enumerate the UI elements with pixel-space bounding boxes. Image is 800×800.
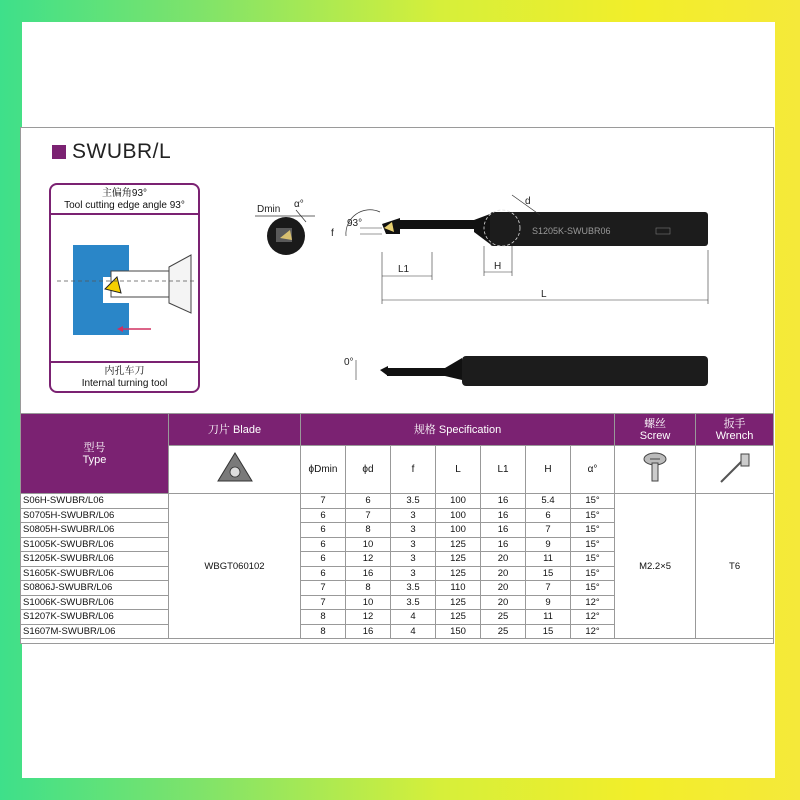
- spec-header: 规格 Specification: [301, 414, 615, 446]
- screw-image-cell: [615, 446, 696, 494]
- spec-cell-f: 3.5: [391, 581, 436, 596]
- spec-cell-dmin: 7: [301, 494, 346, 509]
- screw-value-cell: M2.2×5: [615, 494, 696, 639]
- spec-cell-dmin: 6: [301, 537, 346, 552]
- spec-cell-h: 11: [526, 552, 571, 567]
- alpha-label: α°: [294, 199, 304, 210]
- spec-cell-l: 125: [436, 595, 481, 610]
- dmin-label: Dmin: [257, 204, 281, 215]
- spec-cell-f: 4: [391, 624, 436, 639]
- spec-cell-f: 3: [391, 508, 436, 523]
- spec-cell-l1: 20: [481, 552, 526, 567]
- wrench-header-cn: 扳手: [723, 417, 746, 430]
- spec-cell-l: 125: [436, 552, 481, 567]
- blade-header: 刀片 Blade: [169, 414, 301, 446]
- blade-value-cell: WBGT060102: [169, 494, 301, 639]
- spec-cell-f: 3.5: [391, 494, 436, 509]
- table-row: [21, 494, 774, 509]
- spec-cell-d: 10: [346, 595, 391, 610]
- spec-cell-f: 3: [391, 537, 436, 552]
- spec-cell-dmin: 6: [301, 566, 346, 581]
- spec-cell-a: 15°: [571, 566, 615, 581]
- spec-cell-d: 8: [346, 523, 391, 538]
- spec-cell-l: 125: [436, 537, 481, 552]
- spec-cell-f: 4: [391, 610, 436, 625]
- type-cell: S0805H-SWUBR/L06: [21, 523, 169, 538]
- callout-header: [51, 185, 198, 215]
- wrench-header: [696, 414, 774, 446]
- wrench-header-en: Wrench: [715, 429, 754, 442]
- type-cell: S06H-SWUBR/L06: [21, 494, 169, 509]
- callout-header-en: Tool cutting edge angle 93°: [64, 200, 185, 211]
- spec-cell-d: 8: [346, 581, 391, 596]
- type-cell: S0806J-SWUBR/L06: [21, 581, 169, 596]
- spec-cell-h: 5.4: [526, 494, 571, 509]
- col-h: H: [526, 446, 571, 494]
- spec-cell-d: 7: [346, 508, 391, 523]
- spec-cell-l1: 16: [481, 537, 526, 552]
- spec-cell-l1: 16: [481, 523, 526, 538]
- bottom-view: [344, 356, 708, 386]
- spec-cell-l: 100: [436, 494, 481, 509]
- l-label: L: [541, 289, 547, 300]
- callout-footer-cn: 内孔车刀: [104, 366, 145, 377]
- col-alpha: α°: [571, 446, 615, 494]
- col-l: L: [436, 446, 481, 494]
- spec-cell-l1: 25: [481, 610, 526, 625]
- type-header: [21, 414, 169, 494]
- spec-cell-l: 110: [436, 581, 481, 596]
- spec-cell-dmin: 6: [301, 508, 346, 523]
- type-header-en: Type: [82, 453, 107, 466]
- callout-footer-en: Internal turning tool: [81, 378, 168, 389]
- type-cell: S1006K-SWUBR/L06: [21, 595, 169, 610]
- spec-cell-a: 15°: [571, 552, 615, 567]
- spec-cell-dmin: 8: [301, 624, 346, 639]
- col-l1: L1: [481, 446, 526, 494]
- header-row: [21, 414, 774, 446]
- l1-label: L1: [398, 264, 410, 275]
- angle-93-label: 93°: [347, 218, 363, 229]
- spec-cell-dmin: 6: [301, 523, 346, 538]
- type-header-cn: 型号: [83, 441, 106, 454]
- blade-image-cell: [169, 446, 301, 494]
- d-label: d: [525, 196, 531, 207]
- spec-cell-dmin: 7: [301, 581, 346, 596]
- spec-cell-a: 15°: [571, 523, 615, 538]
- spec-cell-a: 15°: [571, 581, 615, 596]
- spec-cell-a: 12°: [571, 624, 615, 639]
- spec-cell-f: 3: [391, 552, 436, 567]
- spec-cell-l1: 20: [481, 566, 526, 581]
- type-cell: S1205K-SWUBR/L06: [21, 552, 169, 567]
- screw-header-en: Screw: [639, 429, 671, 442]
- spec-cell-h: 9: [526, 537, 571, 552]
- wrench-image-cell: [696, 446, 774, 494]
- spec-cell-a: 12°: [571, 610, 615, 625]
- zero-angle-label: 0°: [344, 357, 354, 368]
- product-title: [52, 140, 171, 164]
- h-label: H: [494, 261, 502, 272]
- spec-cell-d: 16: [346, 566, 391, 581]
- spec-cell-l: 100: [436, 508, 481, 523]
- spec-cell-a: 15°: [571, 494, 615, 509]
- type-cell: S1207K-SWUBR/L06: [21, 610, 169, 625]
- spec-cell-h: 15: [526, 566, 571, 581]
- spec-cell-h: 15: [526, 624, 571, 639]
- screw-header: [615, 414, 696, 446]
- spec-cell-l1: 20: [481, 595, 526, 610]
- spec-cell-h: 9: [526, 595, 571, 610]
- wrench-value-cell: T6: [696, 494, 774, 639]
- spec-cell-h: 7: [526, 523, 571, 538]
- col-f: f: [391, 446, 436, 494]
- insert-blade-icon: [215, 450, 255, 486]
- type-cell: S1607M-SWUBR/L06: [21, 624, 169, 639]
- spec-cell-d: 12: [346, 552, 391, 567]
- spec-cell-dmin: 6: [301, 552, 346, 567]
- product-title-text: SWUBR/L: [72, 140, 172, 163]
- spec-cell-l1: 25: [481, 624, 526, 639]
- spec-cell-a: 15°: [571, 508, 615, 523]
- callout-header-cn: 主偏角93°: [101, 188, 148, 199]
- f-label: f: [331, 228, 334, 239]
- title-marker: [52, 145, 66, 159]
- spec-cell-h: 11: [526, 610, 571, 625]
- spec-table: [20, 413, 774, 639]
- col-d: ϕd: [346, 446, 391, 494]
- side-view: [331, 195, 708, 304]
- screw-header-cn: 螺丝: [644, 417, 667, 430]
- cutting-angle-callout: [49, 183, 200, 393]
- callout-footer: [51, 361, 198, 391]
- spec-cell-l: 150: [436, 624, 481, 639]
- spec-cell-a: 15°: [571, 537, 615, 552]
- spec-cell-l1: 16: [481, 494, 526, 509]
- screw-icon: [640, 451, 670, 485]
- end-view: [255, 199, 315, 255]
- type-cell: S1005K-SWUBR/L06: [21, 537, 169, 552]
- spec-cell-l: 100: [436, 523, 481, 538]
- type-cell: S1605K-SWUBR/L06: [21, 566, 169, 581]
- wrench-icon: [715, 450, 755, 486]
- spec-cell-d: 12: [346, 610, 391, 625]
- spec-cell-d: 16: [346, 624, 391, 639]
- spec-cell-h: 7: [526, 581, 571, 596]
- spec-cell-f: 3: [391, 523, 436, 538]
- col-dmin: ϕDmin: [301, 446, 346, 494]
- spec-cell-d: 6: [346, 494, 391, 509]
- spec-cell-a: 12°: [571, 595, 615, 610]
- spec-cell-l: 125: [436, 610, 481, 625]
- spec-cell-dmin: 8: [301, 610, 346, 625]
- spec-cell-l1: 20: [481, 581, 526, 596]
- type-cell: S0705H-SWUBR/L06: [21, 508, 169, 523]
- tool-technical-drawing: [240, 180, 720, 395]
- spec-cell-dmin: 7: [301, 595, 346, 610]
- spec-cell-d: 10: [346, 537, 391, 552]
- spec-cell-f: 3.5: [391, 595, 436, 610]
- spec-cell-f: 3: [391, 566, 436, 581]
- internal-turning-illustration: [51, 217, 198, 363]
- spec-cell-h: 6: [526, 508, 571, 523]
- spec-cell-l1: 16: [481, 508, 526, 523]
- spec-cell-l: 125: [436, 566, 481, 581]
- shank-marking: S1205K-SWUBR06: [532, 226, 611, 236]
